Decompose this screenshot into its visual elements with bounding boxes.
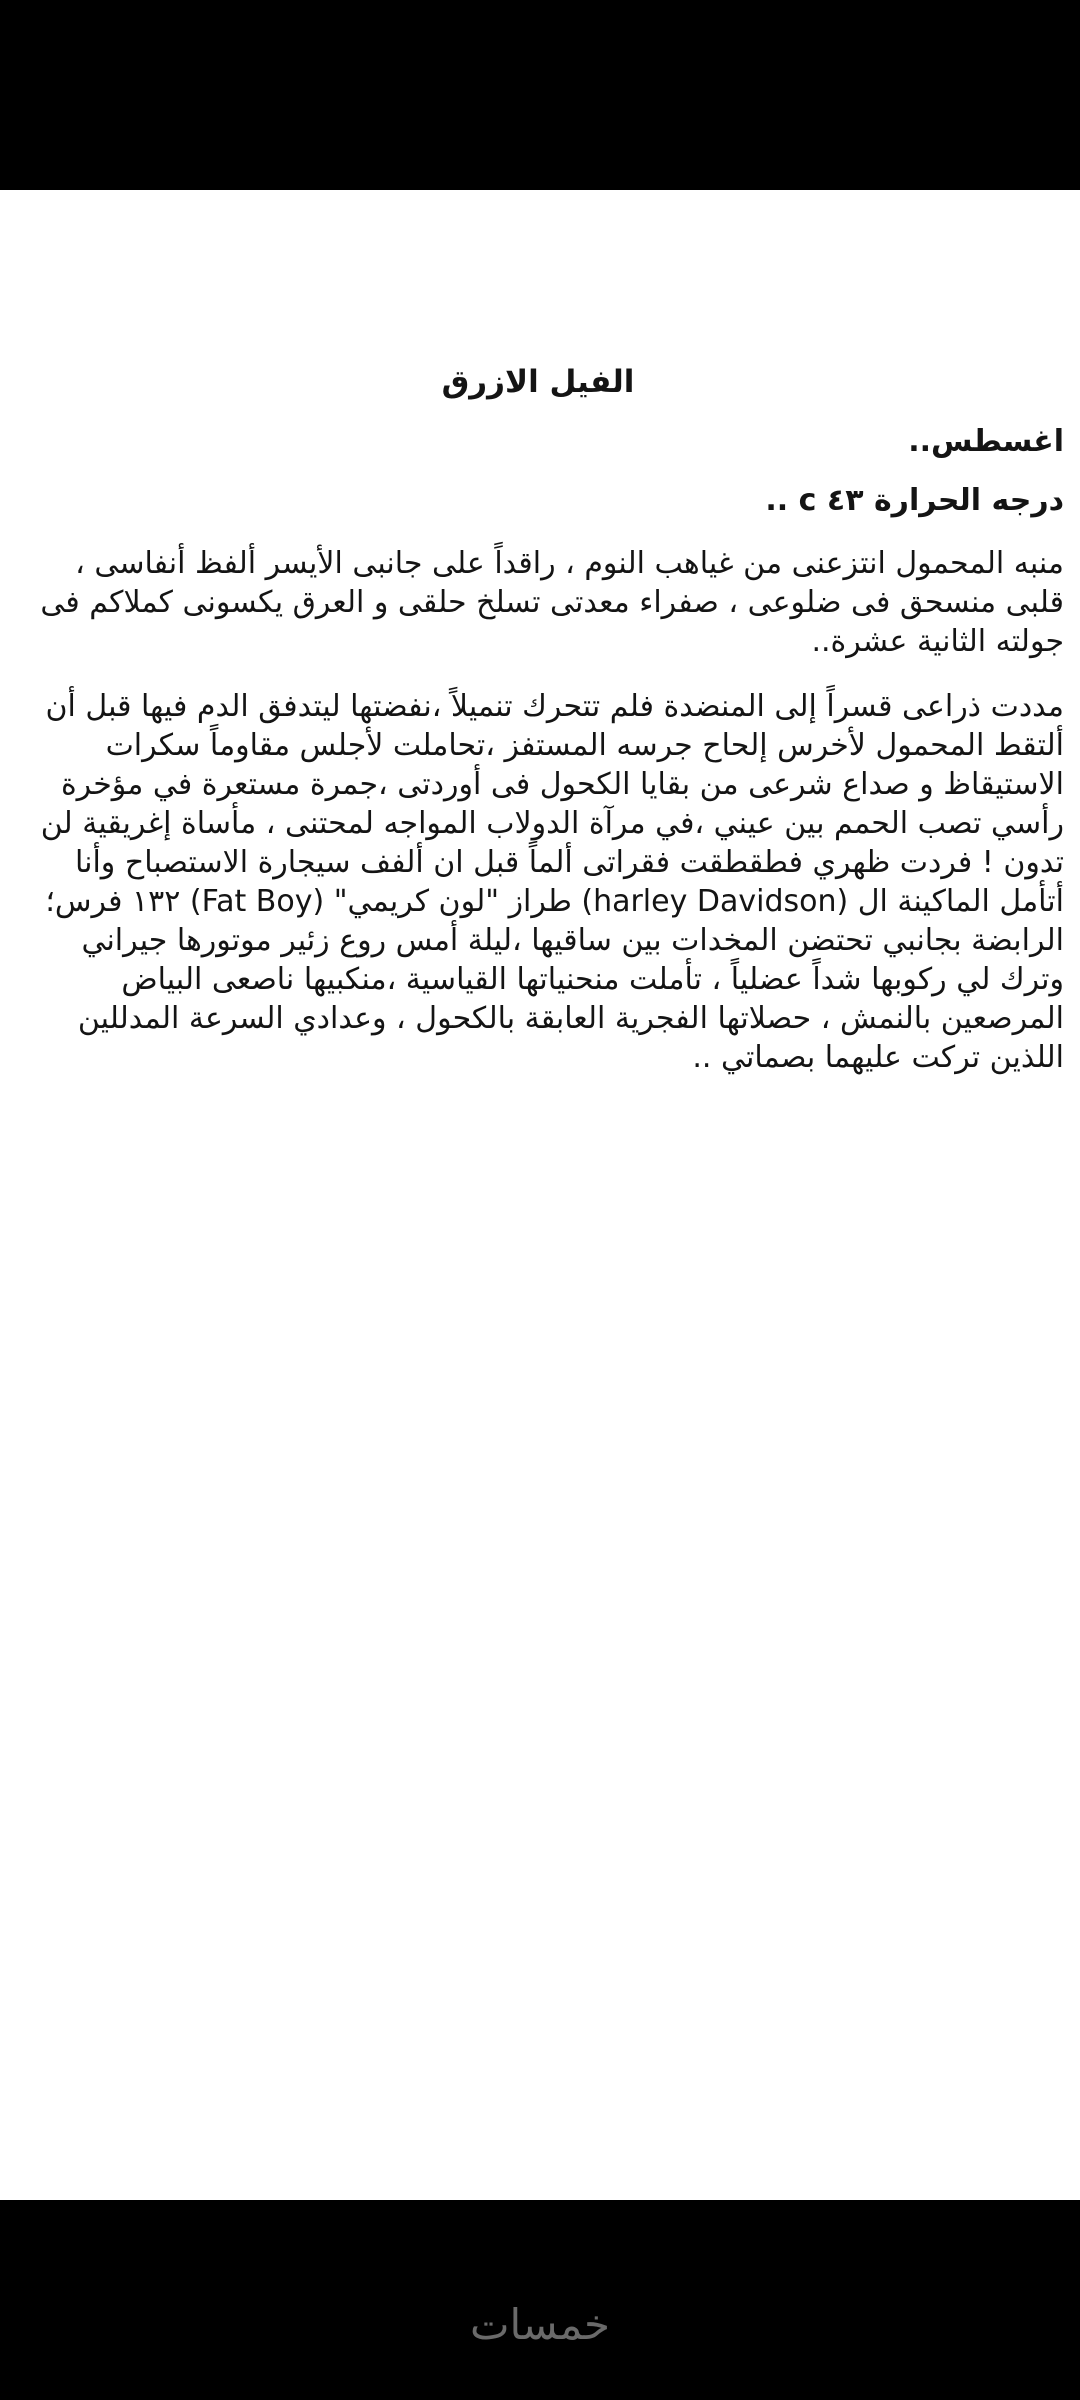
document-page — [0, 190, 1080, 2200]
paragraph-2: مددت ذراعى قسراً إلى المنضدة فلم تتحرك تنميلاً ،نفضتها ليتدفق الدم فيها قبل أن ألتقط المحمول لأخرس إلحاح جرسه المستفز ،تحاملت لأجلس مقاوماً سكرات الاستيقاظ و صداع شرعى من بقايا الكحول فى أوردتى ،جمرة مستعرة في مؤخرة رأسي تصب الحمم بين عيني ،في مرآة الدولاب المواجه لمحتنى ، مأساة إغريقية لن تدون ! فردت ظهري فطقطقت فقراتى ألماً قبل ان ألفف سيجارة الاستصباح وأنا أتأمل الماكينة ال (harley Davidson) طراز "لون كريمي" (Fat Boy) ١٣٢ فرس؛ الرابضة بجانبي تحتضن المخدات بين ساقيها ،ليلة أمس روع زئير موتورها جيراني وترك لي ركوبها شداً عضلياً ، تأملت منحنياتها القياسية ،منكبيها ناصعى البياض المرصعين بالنمش ، حصلاتها الفجرية العابقة بالكحول ، وعدادي السرعة المدللين اللذين تركت عليهما بصماتي .. — [40, 689, 1064, 1075]
top-letterbox — [0, 0, 1080, 190]
date-line: اغسطس.. — [908, 424, 1064, 459]
temperature-line: درجه الحرارة ٤٣ c .. — [765, 483, 1064, 518]
page-title: الفيل الازرق — [441, 364, 635, 400]
paragraph-1: منبه المحمول انتزعنى من غياهب النوم ، راقداً على جانبى الأيسر ألفظ أنفاسى ، قلبى منسحق فى ضلوعى ، صفراء معدتى تسلخ حلقى و العرق يكسونى كملاكم فى جولته الثانية عشرة.. — [40, 546, 1064, 659]
khamsat-logo-watermark: خمسات — [469, 2300, 611, 2349]
bottom-letterbox — [0, 2200, 1080, 2400]
